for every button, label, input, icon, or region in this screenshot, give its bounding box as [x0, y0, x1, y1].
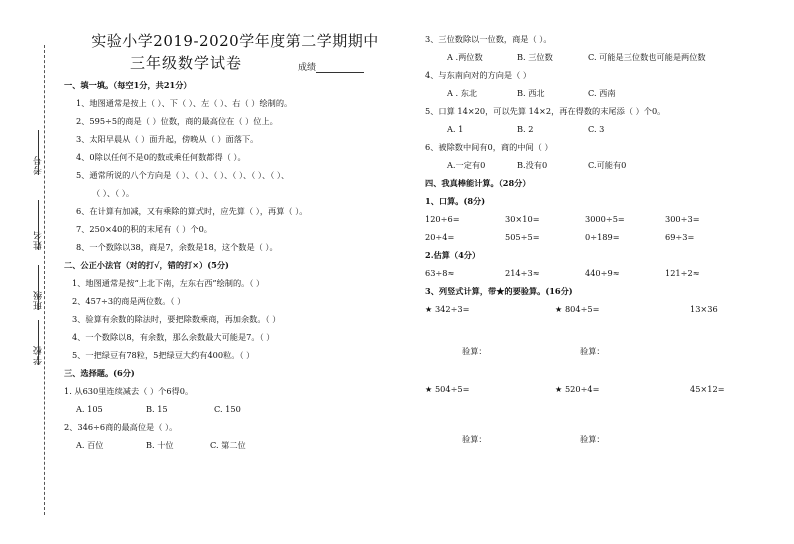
check-label: 验算： — [580, 346, 605, 356]
q2-3: 3、验算有余数的除法时，要把除数乘商，再加余数。（ ） — [72, 314, 281, 324]
q3-2-option-c: C. 第二位 — [210, 440, 246, 450]
estimate-item: 440÷9≈ — [585, 268, 620, 278]
oral-item: 20÷4= — [425, 232, 455, 242]
oral-calc-title: 1、口算。(8分) — [425, 196, 486, 206]
q3-6-option-c: C.可能有0 — [588, 160, 627, 170]
score-blank[interactable] — [316, 63, 364, 73]
q3-6-option-b: B.没有0 — [517, 160, 548, 170]
oral-item: 69÷3= — [665, 232, 695, 242]
fold-line — [44, 45, 45, 515]
oral-item: 300÷3= — [665, 214, 700, 224]
section-2-title: 二、公正小法官（对的打√，错的打×）(5分) — [64, 260, 229, 270]
school-line — [38, 320, 39, 365]
vertical-calc-item: ★ 520÷4= — [555, 384, 600, 394]
q3-1: 1. 从630里连续减去（ ）个6得0。 — [64, 386, 194, 396]
q3-3: 3、三位数除以一位数，商是（ ）。 — [425, 34, 552, 44]
estimate-title: 2.估算（4分） — [425, 250, 481, 260]
q1-5b: （ ）、（ ）。 — [92, 188, 135, 198]
check-label: 验算： — [580, 434, 605, 444]
q1-1: 1、地图通常是按上（ ）、下（ ）、左（ ）、右（ ）绘制的。 — [76, 98, 293, 108]
school-label: 学校 — [33, 345, 44, 365]
q1-5a: 5、通常所说的八个方向是（ ）、（ ）、（ ）、（ ）、（ ）、（ ）、 — [76, 170, 290, 180]
oral-item: 30×10= — [505, 214, 540, 224]
q3-2-option-a: A. 百位 — [76, 440, 104, 450]
score-label: 成绩 — [298, 63, 317, 73]
q1-6: 6、在计算有加减，又有乘除的算式时，应先算（ ），再算（ ）。 — [76, 206, 308, 216]
class-label: 班级 — [33, 290, 44, 310]
check-label: 验算： — [462, 346, 487, 356]
q1-2: 2、595÷5的商是（ ）位数，商的最高位在（ ）位上。 — [76, 116, 278, 126]
check-label: 验算： — [462, 434, 487, 444]
oral-item: 120÷6= — [425, 214, 460, 224]
q3-6-option-a: A.一定有0 — [447, 160, 486, 170]
binding-strip — [0, 0, 60, 544]
q3-5-option-c: C. 3 — [588, 124, 605, 134]
q2-2: 2、457÷3的商是两位数。（ ） — [72, 296, 186, 306]
q3-3-option-b: B. 三位数 — [517, 52, 553, 62]
section-3-title: 三、选择题。(6分) — [64, 368, 135, 378]
q3-4-option-b: B. 西北 — [517, 88, 545, 98]
vertical-calc-item: 13×36 — [690, 304, 718, 314]
exam-title: 实验小学2019-2020学年度第二学期期中 — [91, 32, 379, 50]
q3-5: 5、口算 14×20，可以先算 14×2，再在得数的末尾添（ ）个0。 — [425, 106, 666, 116]
q3-5-option-b: B. 2 — [517, 124, 534, 134]
vertical-calc-title: 3、列竖式计算，带★的要验算。(16分) — [425, 286, 573, 296]
name-line — [38, 200, 39, 250]
vertical-calc-item: ★ 504÷5= — [425, 384, 470, 394]
estimate-item: 214÷3≈ — [505, 268, 540, 278]
score-field — [298, 60, 364, 73]
q3-3-option-a: A .两位数 — [447, 52, 483, 62]
q3-1-option-b: B. 15 — [146, 404, 168, 414]
oral-item: 505÷5= — [505, 232, 540, 242]
q2-1: 1、地图通常是按“上北下南，左东右西”绘制的。（ ） — [72, 278, 265, 288]
section-4-title: 四、我真棒能计算。（28分） — [425, 178, 531, 188]
q3-3-option-c: C. 可能是三位数也可能是两位数 — [588, 52, 706, 62]
section-1-title: 一、填一填。（每空1分，共21分） — [64, 80, 192, 90]
q2-5: 5、一把绿豆有78粒，5把绿豆大约有400粒。（ ） — [72, 350, 255, 360]
q3-4-option-c: C. 西南 — [588, 88, 616, 98]
q3-1-option-c: C. 150 — [214, 404, 241, 414]
exam-subtitle: 三年级数学试卷 — [130, 54, 243, 72]
q3-1-option-a: A. 105 — [76, 404, 103, 414]
q3-4-option-a: A . 东北 — [447, 88, 478, 98]
exam-number-line — [38, 130, 39, 175]
q1-8: 8、一个数除以38，商是7，余数是18，这个数是（ ）。 — [76, 242, 278, 252]
vertical-calc-item: ★ 342÷3= — [425, 304, 470, 314]
q1-4: 4、0除以任何不是0的数或乘任何数都得（ ）。 — [76, 152, 246, 162]
name-label: 姓名 — [33, 230, 44, 250]
q1-7: 7、250×40的积的末尾有（ ）个0。 — [76, 224, 212, 234]
estimate-item: 121÷2≈ — [665, 268, 700, 278]
q3-2-option-b: B. 十位 — [146, 440, 174, 450]
q2-4: 4、一个数除以8，有余数，那么余数最大可能是7。（ ） — [72, 332, 275, 342]
q3-5-option-a: A. 1 — [447, 124, 464, 134]
oral-item: 3000÷5= — [585, 214, 625, 224]
q3-4: 4、与东南向对的方向是（ ） — [425, 70, 532, 80]
oral-item: 0÷189= — [585, 232, 620, 242]
q1-3: 3、太阳早晨从（ ）面升起，傍晚从（ ）面落下。 — [76, 134, 259, 144]
vertical-calc-item: ★ 804÷5= — [555, 304, 600, 314]
exam-number-label: 考号 — [33, 155, 44, 175]
q3-6: 6、被除数中间有0，商的中间（ ） — [425, 142, 553, 152]
estimate-item: 63÷8≈ — [425, 268, 455, 278]
q3-2: 2、346÷6商的最高位是（ ）。 — [64, 422, 178, 432]
class-line — [38, 265, 39, 310]
vertical-calc-item: 45×12= — [690, 384, 725, 394]
